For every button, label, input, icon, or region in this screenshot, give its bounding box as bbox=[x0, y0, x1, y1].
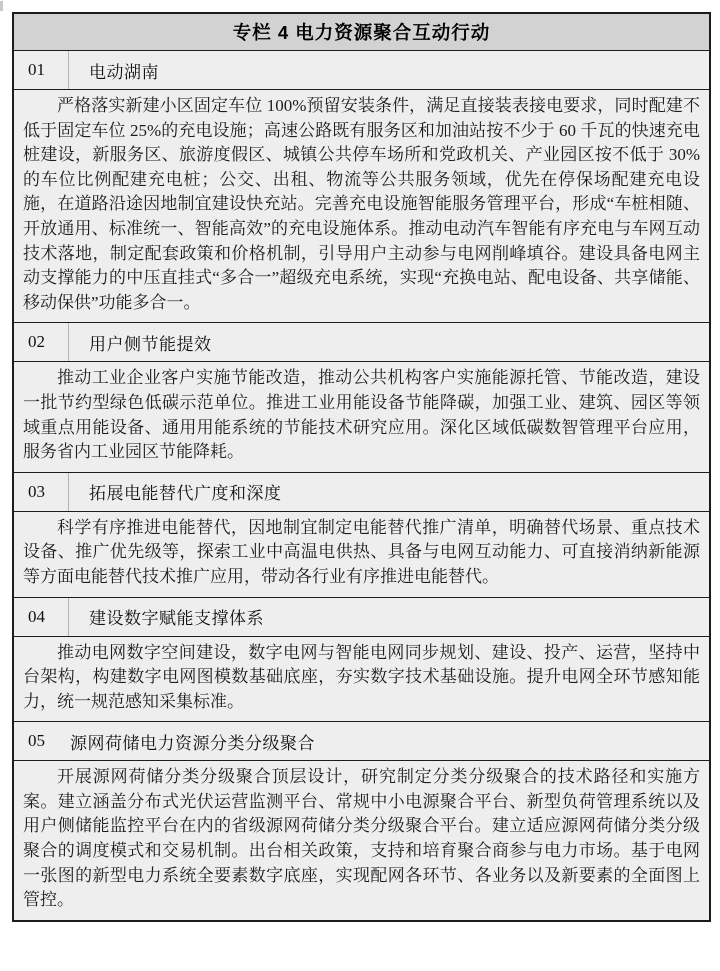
section-02-paragraph: 推动工业企业客户实施节能改造，推动公共机构客户实施能源托管、节能改造，建设一批节约型绿色低碳示范单位。推进工业用能设备节能降碳，加强工业、建筑、园区等领域重点用能设备、通用用能系统的节能技术研究应用。深化区域低碳数智管理平台应用，服务省内工业园区节能降耗。 bbox=[23, 368, 700, 462]
section-03-header bbox=[14, 473, 709, 512]
policy-box-table bbox=[12, 12, 711, 922]
section-05-paragraph: 开展源网荷储分类分级聚合顶层设计，研究制定分类分级聚合的技术路径和实施方案。建立涵盖分布式光伏运营监测平台、常规中小电源聚合平台、新型负荷管理系统以及用户侧储能监控平台在内的省级源网荷储分类分级聚合平台。建立适应源网荷储分类分级聚合的调度模式和交易机制。出台相关政策，支持和培育聚合商参与电力市场。基于电网一张图的新型电力系统全要素数字底座，实现配网各环节、各业务以及新要素的全面图上管控。 bbox=[23, 767, 700, 910]
section-04-header bbox=[14, 598, 709, 637]
section-04-heading: 建设数字赋能支撑体系 bbox=[89, 609, 264, 628]
section-01-paragraph: 严格落实新建小区固定车位 100%预留安装条件，满足直接装表接电要求，同时配建不低于固定车位 25%的充电设施；高速公路既有服务区和加油站按不少于 60 千瓦的快速充电桩建设，新服务区、旅游度假区、城镇公共停车场所和党政机关、产业园区按不低于 30%的车位比例配建充电桩；公交、出租、物流等公共服务领域，优先在停保场配建充电设施，在道路沿途因地制宜建设快充站。完善充电设施智能服务管理平台，形成“车桩相随、开放通用、标准统一、智能高效”的充电设施体系。推动电动汽车智能有序充电与车网互动技术落地，制定配套政策和价格机制，引导用户主动参与电网削峰填谷。建设具备电网主动支撑能力的中压直挂式“多合一”超级充电系统，实现“充换电站、配电设备、共享储能、移动保供”功能多合一。 bbox=[23, 96, 700, 312]
section-01-header bbox=[14, 51, 709, 90]
header-divider bbox=[68, 323, 69, 361]
section-03-paragraph: 科学有序推进电能替代，因地制宜制定电能替代推广清单，明确替代场景、重点技术设备、推广优先级等，探索工业中高温电供热、具备与电网互动能力、可直接消纳新能源等方面电能替代技术推广应用，带动各行业有序推进电能替代。 bbox=[23, 517, 700, 586]
box-title: 专栏 4 电力资源聚合互动行动 bbox=[232, 22, 491, 43]
section-03-number: 03 bbox=[28, 481, 45, 501]
section-05-body bbox=[14, 761, 709, 920]
section-03-body bbox=[14, 512, 709, 598]
header-divider bbox=[68, 51, 69, 89]
section-05-heading: 源网荷储电力资源分类分级聚合 bbox=[70, 733, 315, 753]
section-02-heading: 用户侧节能提效 bbox=[89, 334, 212, 354]
header-divider bbox=[68, 598, 69, 636]
section-01-number: 01 bbox=[28, 60, 45, 79]
box-title-row bbox=[14, 14, 709, 51]
section-01-heading: 电动湖南 bbox=[89, 62, 159, 82]
section-02-header bbox=[14, 323, 709, 362]
section-03-heading: 拓展电能替代广度和深度 bbox=[89, 484, 282, 504]
section-04-body bbox=[14, 637, 709, 723]
section-05-header bbox=[14, 722, 709, 761]
header-divider bbox=[68, 473, 69, 511]
section-05-number: 05 bbox=[28, 731, 45, 751]
section-02-number: 02 bbox=[28, 332, 45, 352]
section-01-body bbox=[14, 90, 709, 323]
section-02-body bbox=[14, 362, 709, 472]
section-04-number: 04 bbox=[28, 606, 45, 626]
edge-artifact bbox=[0, 1, 3, 11]
section-04-paragraph: 推动电网数字空间建设，数字电网与智能电网同步规划、建设、投产、运营，坚持中台架构，构建数字电网图模数基础底座，夯实数字技术基础设施。提升电网全环节感知能力，统一规范感知采集标准。 bbox=[23, 642, 700, 711]
